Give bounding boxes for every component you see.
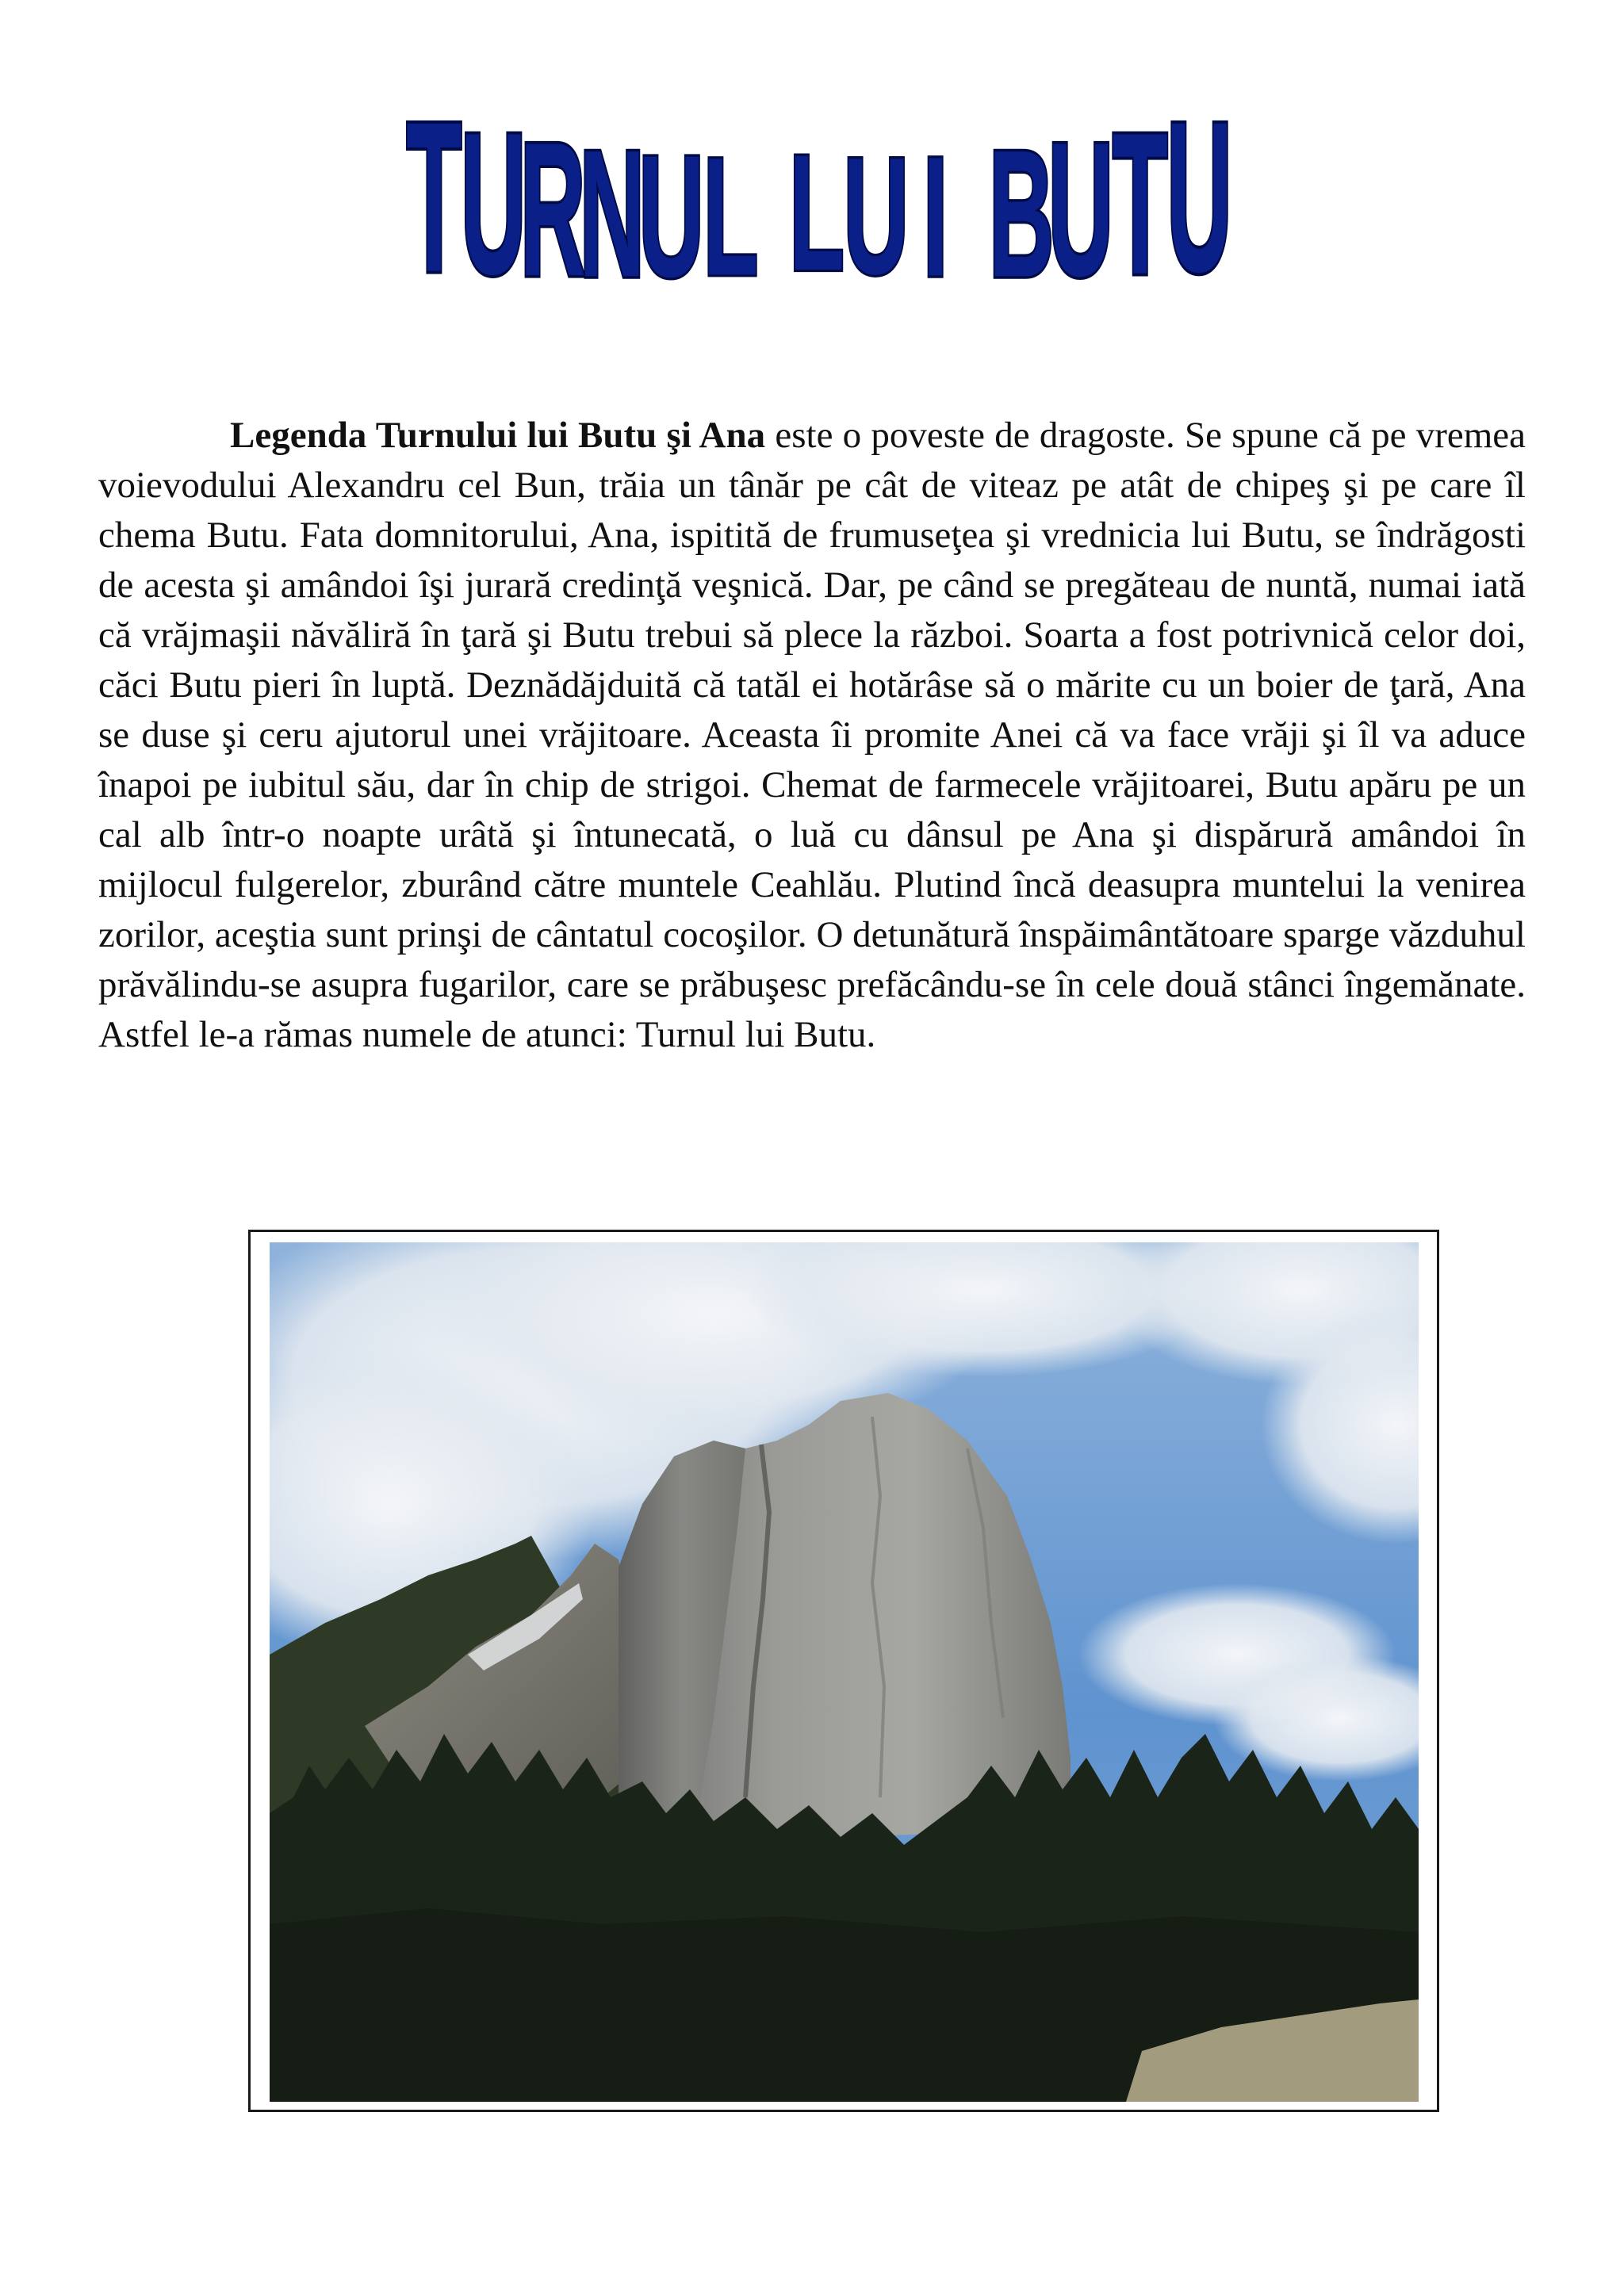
title-letter: R bbox=[519, 101, 586, 316]
wordart-title bbox=[389, 95, 1245, 333]
title-letter: U bbox=[843, 122, 910, 309]
title-letter: T bbox=[406, 95, 462, 316]
title-letter: L bbox=[703, 123, 759, 312]
title-letter: B bbox=[988, 113, 1055, 316]
paragraph-lead-bold: Legenda Turnului lui Butu şi Ana bbox=[230, 415, 766, 456]
title-letter: L bbox=[788, 120, 845, 305]
photo-frame bbox=[248, 1230, 1439, 2112]
title-letter: U bbox=[1048, 101, 1114, 316]
title-letter: U bbox=[460, 95, 527, 316]
title-letter: N bbox=[579, 113, 645, 316]
title-letter: T bbox=[1112, 95, 1168, 316]
paragraph-body: este o poveste de dragoste. Se spune că pe vremea voievodului Alexandru cel Bun, trăia un tânăr pe cât de viteaz pe atât de chipeş şi pe care îl chema Butu. Fata domnitorului, Ana, ispitită de frumuseţea şi vrednicia lui Butu, se îndrăgosti de acesta şi amândoi îşi jurară credinţă veşnică. Dar, pe când se pregăteau de nuntă, numai iată că vrăjmaşii năvăliră în ţară şi Butu trebui să plece la război. Soarta a fost potrivnică celor doi, căci Butu pieri în luptă. Deznădăjduită că tatăl ei hotărâse să o mărite cu un boier de ţară, Ana se duse şi ceru ajutorul unei vrăjitoare. Aceasta îi promite Anei că va face vrăji şi îl va aduce înapoi pe iubitul său, dar în chip de strigoi. Chemat de farmecele vrăjitoarei, Butu apăru pe un cal alb într-o noapte urâtă şi întunecată, o luă cu dânsul pe Ana şi dispărură amândoi în mijlocul fulgerelor, zburând către muntele Ceahlău. Plutind încă deasupra muntelui la venirea zorilor, aceştia sunt prinşi de cântatul cocoşilor. O detunătură înspăimântătoare sparge văzduhul prăvălindu-se asupra fugarilor, care se prăbuşesc prefăcându-se în cele două stânci îngemănate. Astfel le-a rămas numele de atunci: Turnul lui Butu. bbox=[98, 415, 1526, 1055]
title-letter: U bbox=[638, 120, 705, 314]
landscape-image bbox=[270, 1242, 1419, 2102]
title-letter: I bbox=[922, 121, 948, 312]
legend-paragraph bbox=[98, 411, 1526, 1060]
title-letter: U bbox=[1166, 95, 1232, 316]
rock-tower-photo bbox=[270, 1242, 1419, 2102]
title-svg bbox=[389, 95, 1245, 333]
